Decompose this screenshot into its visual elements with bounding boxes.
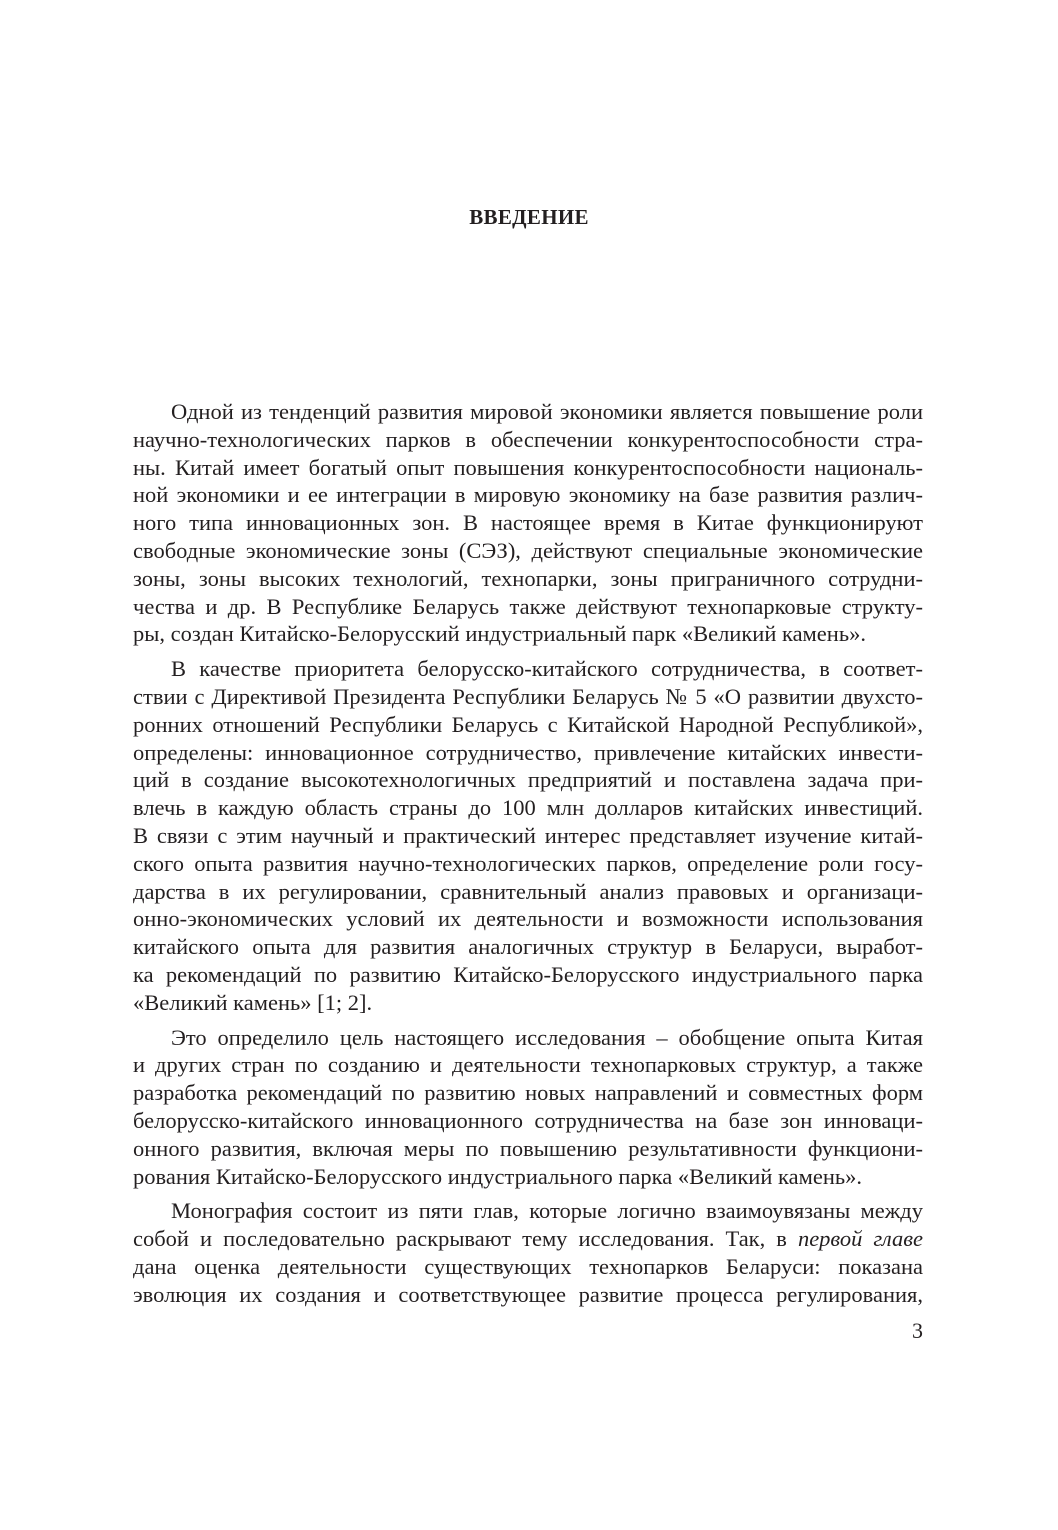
paragraph-gap [133, 1190, 923, 1197]
text-line: китайского опыта для развития аналогичных структур в Беларуси, выработ- [133, 934, 923, 960]
text-line: Это определило цель настоящего исследования – обобщение опыта Китая [171, 1024, 923, 1050]
text-line: влечь в каждую область страны до 100 млн долларов китайских инвестиций. [133, 795, 923, 821]
text-line: ствии с Директивой Президента Республики Беларусь № 5 «О развитии двухсто- [133, 683, 923, 709]
text-line: и других стран по созданию и деятельности технопарковых структур, а также [133, 1052, 923, 1078]
text-line: ны. Китай имеет богатый опыт повышения конкурентоспособности националь- [133, 454, 923, 480]
text-line: ры, создан Китайско-Белорусский индустриальный парк «Великий камень». [133, 621, 866, 647]
text-line: В связи с этим научный и практический интерес представляет изучение китай- [133, 822, 923, 848]
text-line: ского опыта развития научно-технологических парков, определение роли госу- [133, 850, 923, 876]
text-line: ной экономики и ее интеграции в мировую экономику на базе развития различ- [133, 482, 923, 508]
text-line: эволюция их создания и соответствующее развитие процесса регулирования, [133, 1281, 923, 1307]
text-line: ронних отношений Республики Беларусь с Китайской Народной Республикой», [133, 711, 923, 737]
text-line: Одной из тенденций развития мировой экономики является повышение роли [171, 399, 923, 424]
text-line: В качестве приоритета белорусско-китайского сотрудничества, в соответ- [171, 656, 923, 682]
text-line: ка рекомендаций по развитию Китайско-Белорусского индустриального парка [133, 961, 923, 987]
paragraph-4 [133, 1197, 923, 1308]
text-line: белорусско-китайского инновационного сотрудничества на базе зон инноваци- [133, 1107, 923, 1133]
text-line: онного развития, включая меры по повышению результативности функциони- [133, 1135, 923, 1161]
paragraph-gap [133, 648, 923, 655]
text-line: рования Китайско-Белорусского индустриального парка «Великий камень». [133, 1163, 862, 1189]
text-line: чества и др. В Республике Беларусь также действуют технопарковые структу- [133, 593, 923, 619]
text-line: дана оценка деятельности существующих технопарков Беларуси: показана [133, 1253, 923, 1279]
text-line: «Великий камень» [1; 2]. [133, 989, 373, 1015]
page-title: ВВЕДЕНИЕ [469, 205, 589, 229]
text-line: разработка рекомендаций по развитию новых направлений и совместных форм [133, 1080, 923, 1106]
text-line: научно-технологических парков в обеспечении конкурентоспособности стра- [133, 426, 923, 452]
text-line: зоны, зоны высоких технологий, технопарки, зоны приграничного сотрудни- [133, 565, 923, 591]
paragraph-2 [133, 655, 923, 1016]
text-line: ций в создание высокотехнологичных предприятий и поставлена задача при- [133, 767, 923, 793]
text-line: Монография состоит из пяти глав, которые логично взаимоувязаны между [171, 1198, 923, 1224]
text-line: дарства в их регулировании, сравнительный анализ правовых и организаци- [133, 878, 923, 904]
paragraph-1 [133, 398, 923, 648]
paragraph-3 [133, 1024, 923, 1191]
text-line: онно-экономических условий их деятельности и возможности использования [133, 906, 923, 932]
page-number: 3 [912, 1318, 923, 1343]
italic-emphasis: первой главе [797, 1226, 924, 1252]
body-text [133, 398, 923, 1309]
text-fragment: собой и последовательно раскрывают тему исследования. Так, в [133, 1226, 798, 1252]
text-line: определены: инновационное сотрудничество, привлечение китайских инвести- [133, 739, 923, 765]
paragraph-gap [133, 1017, 923, 1024]
text-line: ного типа инновационных зон. В настоящее время в Китае функционируют [133, 510, 923, 536]
text-line: свободные экономические зоны (СЭЗ), действуют специальные экономические [133, 537, 923, 563]
text-line [133, 1225, 923, 1253]
